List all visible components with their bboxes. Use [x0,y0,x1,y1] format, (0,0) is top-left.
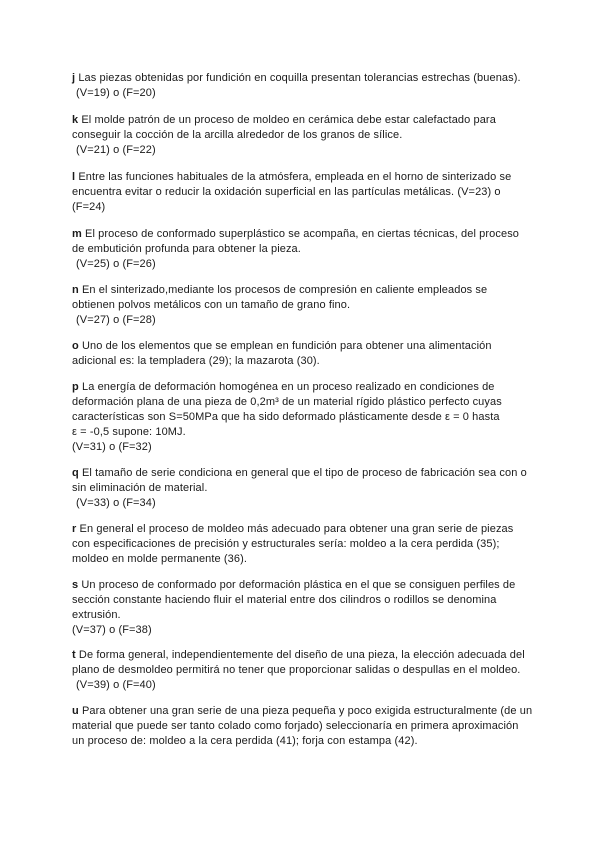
question-text: características son S=50MPa que ha sido deformado plásticamente desde ε = 0 hasta [72,411,500,423]
question-o [72,339,532,369]
question-text: Uno de los elementos que se emplean en fundición para obtener una alimentación [81,340,492,352]
question-text: De forma general, independientemente del diseño de una pieza, la elección adecuada del [78,649,525,661]
question-text: un proceso de: moldeo a la cera perdida (41); forja con estampa (42). [72,735,418,747]
question-line [72,522,532,537]
question-letter: r [72,523,77,535]
question-letter: j [72,72,76,84]
true-false-answer: (V=25) o (F=26) [76,258,156,270]
question-line [72,648,532,663]
question-letter: k [72,114,79,126]
question-k [72,113,532,158]
question-p [72,380,532,455]
question-line [72,170,532,185]
question-line [72,71,532,86]
question-line [72,227,532,242]
question-text: El molde patrón de un proceso de moldeo en cerámica debe estar calefactado para [81,114,496,126]
question-text: material que puede ser tanto colado como forjado) seleccionaría en primera aproximación [72,720,519,732]
question-text: extrusión. [72,609,121,621]
question-text: La energía de deformación homogénea en un proceso realizado en condiciones de [81,381,495,393]
question-line [72,380,532,395]
question-t [72,648,532,693]
question-letter: o [72,340,79,352]
question-text: ε = -0,5 supone: 10MJ. [72,426,186,438]
question-line [72,466,532,481]
question-text: plano de desmoldeo permitirá no tener que proporcionar salidas o despullas en el moldeo. [72,664,521,676]
question-text: de embutición profunda para obtener la pieza. [72,243,301,255]
question-line [72,578,532,593]
true-false-answer: (V=19) o (F=20) [76,87,156,99]
true-false-answer: (V=39) o (F=40) [76,679,156,691]
true-false-answer: (V=37) o (F=38) [72,624,152,636]
true-false-answer: (V=21) o (F=22) [76,144,156,156]
question-q [72,466,532,511]
question-letter: n [72,284,79,296]
true-false-answer: (V=27) o (F=28) [76,314,156,326]
question-text: Las piezas obtenidas por fundición en coquilla presentan tolerancias estrechas (buenas). [78,72,521,84]
true-false-answer: (V=33) o (F=34) [76,497,156,509]
question-text: Entre las funciones habituales de la atmósfera, empleada en el horno de sinterizado se [78,171,512,183]
question-text: adicional es: la templadera (29); la mazarota (30). [72,355,320,367]
question-u [72,704,532,749]
question-n [72,283,532,328]
question-letter: s [72,579,79,591]
question-letter: t [72,649,76,661]
question-letter: l [72,171,76,183]
question-text: moldeo en molde permanente (36). [72,553,248,565]
question-text: encuentra evitar o reducir la oxidación superficial en las partículas metálicas. (V=23) o [72,186,501,198]
question-letter: q [72,467,79,479]
question-text: con especificaciones de precisión y estructurales sería: moldeo a la cera perdida (35); [72,538,500,550]
question-text: (F=24) [72,201,106,213]
question-s [72,578,532,638]
question-text: El proceso de conformado superplástico se acompaña, en ciertas técnicas, del proceso [85,228,520,240]
question-line [72,339,532,354]
question-letter: p [72,381,79,393]
question-line [72,704,532,719]
question-text: obtienen polvos metálicos con un tamaño de grano fino. [72,299,351,311]
question-letter: m [72,228,82,240]
question-line [72,283,532,298]
question-text: Para obtener una gran serie de una pieza pequeña y poco exigida estructuralmente (de un [81,705,533,717]
question-text: sin eliminación de material. [72,482,208,494]
question-text: Un proceso de conformado por deformación plástica en el que se consiguen perfiles de [81,579,516,591]
true-false-answer: (V=31) o (F=32) [72,441,152,453]
question-text: En el sinterizado,mediante los procesos de compresión en caliente empleados se [81,284,488,296]
question-text: deformación plana de una pieza de 0,2m³ de un material rígido plástico perfecto cuyas [72,396,502,408]
question-j [72,71,532,101]
question-letter: u [72,705,79,717]
question-text: sección constante haciendo fluir el material entre dos cilindros o rodillos se denomina [72,594,497,606]
question-m [72,227,532,272]
question-text: El tamaño de serie condiciona en general que el tipo de proceso de fabricación sea con o [81,467,527,479]
question-r [72,522,532,567]
question-text: conseguir la cocción de la arcilla alrededor de los granos de sílice. [72,129,403,141]
question-l [72,170,532,215]
question-line [72,113,532,128]
question-text: En general el proceso de moldeo más adecuado para obtener una gran serie de piezas [79,523,514,535]
